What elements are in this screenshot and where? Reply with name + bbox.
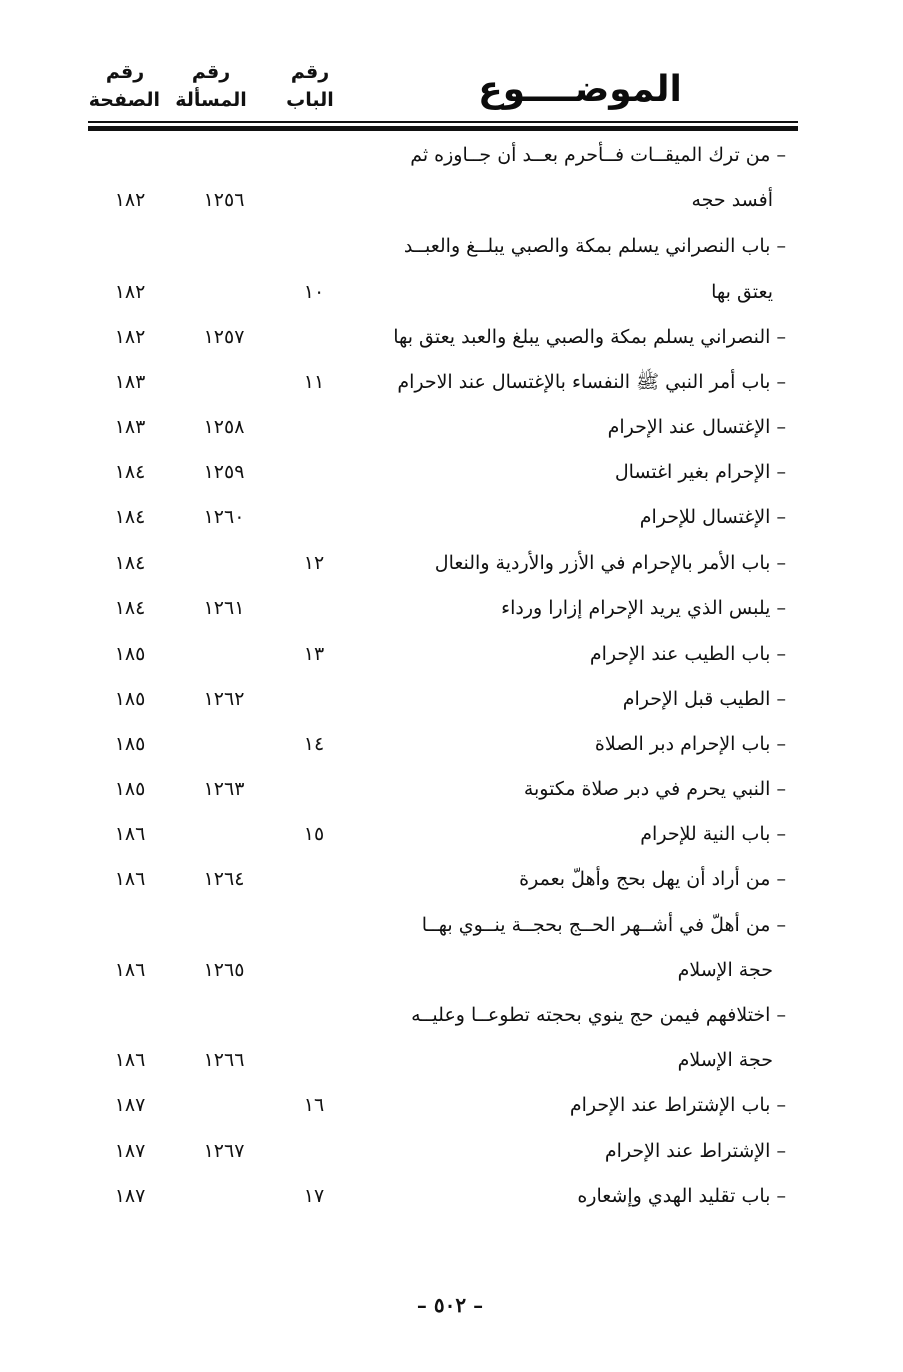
toc-page-number: ١٨٤ <box>114 597 146 619</box>
toc-entry-text: – من أراد أن يهل بحج وأهلّ بعمرة <box>519 868 786 890</box>
toc-entry-text: – النصراني يسلم بمكة والصبي يبلغ والعبد يعتق بها <box>393 326 786 348</box>
toc-entry-text: أفسد حجه <box>691 189 773 211</box>
toc-chapter-number: ١٥ <box>303 823 325 845</box>
toc-issue-number: ١٢٥٦ <box>203 189 245 211</box>
toc-entry-text: – باب تقليد الهدي وإشعاره <box>577 1185 786 1207</box>
header-chapter-label-line1: رقم <box>290 61 330 83</box>
toc-issue-number: ١٢٦٣ <box>203 778 245 800</box>
toc-entry-text: – باب الأمر بالإحرام في الأزر والأردية والنعال <box>434 552 786 574</box>
toc-page-number: ١٨٢ <box>114 281 146 303</box>
toc-entry-text: – باب النية للإحرام <box>640 823 786 845</box>
toc-page-number: ١٨٢ <box>114 189 146 211</box>
toc-issue-number: ١٢٦٧ <box>203 1140 245 1162</box>
toc-issue-number: ١٢٦٥ <box>203 959 245 981</box>
header-divider-thick <box>88 126 798 131</box>
header-page-label-line2: الصفحة <box>88 89 160 111</box>
toc-entry-text: حجة الإسلام <box>677 1049 773 1071</box>
header-page-label-line1: رقم <box>105 61 145 83</box>
toc-page-number: ١٨٧ <box>114 1185 146 1207</box>
toc-entry-text: – من أهلّ في أشــهر الحــج بحجــة ينــوي بهــا <box>421 914 786 936</box>
toc-page-number: ١٨٧ <box>114 1140 146 1162</box>
toc-issue-number: ١٢٥٩ <box>203 461 245 483</box>
header-issue-number-column <box>168 58 254 114</box>
toc-page-number: ١٨٤ <box>114 506 146 528</box>
toc-entry-text: – من ترك الميقــات فــأحرم بعــد أن جــاوزه ثم <box>410 144 786 166</box>
toc-chapter-number: ١٠ <box>303 281 325 303</box>
toc-page-number: ١٨٤ <box>114 552 146 574</box>
toc-issue-number: ١٢٥٨ <box>203 416 245 438</box>
toc-page-number: ١٨٥ <box>114 778 146 800</box>
toc-chapter-number: ١٣ <box>303 643 325 665</box>
toc-entry-text: – باب الإحرام دبر الصلاة <box>594 733 786 755</box>
toc-issue-number: ١٢٦٢ <box>203 688 245 710</box>
header-issue-label-line1: رقم <box>191 61 231 83</box>
toc-issue-number: ١٢٦٤ <box>203 868 245 890</box>
toc-chapter-number: ١٤ <box>303 733 325 755</box>
toc-entry-text: حجة الإسلام <box>677 959 773 981</box>
toc-issue-number: ١٢٦٠ <box>203 506 245 528</box>
header-chapter-number-column <box>278 58 342 114</box>
toc-entry-text: – يلبس الذي يريد الإحرام إزارا ورداء <box>501 597 786 619</box>
toc-chapter-number: ١٧ <box>303 1185 325 1207</box>
toc-chapter-number: ١١ <box>303 371 325 393</box>
toc-entry-text: – اختلافهم فيمن حج ينوي بحجته تطوعــا وعليــه <box>411 1004 786 1026</box>
toc-entry-text: يعتق بها <box>711 281 773 303</box>
toc-entry-text: – باب أمر النبي ﷺ النفساء بالإغتسال عند الاحرام <box>397 371 786 393</box>
toc-entry-text: – باب النصراني يسلم بمكة والصبي يبلــغ والعبــد <box>403 235 786 257</box>
page-folio-number: – ٥٠٢ – <box>416 1293 484 1317</box>
toc-entry-text: – الطيب قبل الإحرام <box>622 688 786 710</box>
toc-page-number: ١٨٣ <box>114 371 146 393</box>
toc-page-number: ١٨٧ <box>114 1094 146 1116</box>
toc-issue-number: ١٢٦٦ <box>203 1049 245 1071</box>
toc-page-number: ١٨٣ <box>114 416 146 438</box>
header-divider-thin <box>88 121 798 123</box>
toc-page-number: ١٨٦ <box>114 823 146 845</box>
toc-chapter-number: ١٦ <box>303 1094 325 1116</box>
toc-entry-text: – الإحرام بغير اغتسال <box>614 461 786 483</box>
toc-issue-number: ١٢٦١ <box>203 597 245 619</box>
toc-entry-text: – باب الطيب عند الإحرام <box>589 643 786 665</box>
toc-entry-text: – الإشتراط عند الإحرام <box>604 1140 786 1162</box>
toc-chapter-number: ١٢ <box>303 552 325 574</box>
toc-page-number: ١٨٦ <box>114 868 146 890</box>
toc-page-number: ١٨٥ <box>114 643 146 665</box>
toc-entry-text: – الإغتسال للإحرام <box>639 506 786 528</box>
toc-entry-text: – الإغتسال عند الإحرام <box>607 416 786 438</box>
header-issue-label-line2: المسألة <box>175 89 247 111</box>
toc-issue-number: ١٢٥٧ <box>203 326 245 348</box>
toc-page-number: ١٨٢ <box>114 326 146 348</box>
toc-page-number: ١٨٤ <box>114 461 146 483</box>
toc-entry-text: – باب الإشتراط عند الإحرام <box>569 1094 786 1116</box>
header-chapter-label-line2: الباب <box>286 89 334 111</box>
toc-page-number: ١٨٥ <box>114 688 146 710</box>
toc-entry-text: – النبي يحرم في دبر صلاة مكتوبة <box>523 778 786 800</box>
toc-page-number: ١٨٦ <box>114 959 146 981</box>
toc-page-number: ١٨٦ <box>114 1049 146 1071</box>
toc-page-number: ١٨٥ <box>114 733 146 755</box>
header-page-number-column <box>90 58 160 114</box>
header-subject-title: الموضــــوع <box>478 69 682 110</box>
